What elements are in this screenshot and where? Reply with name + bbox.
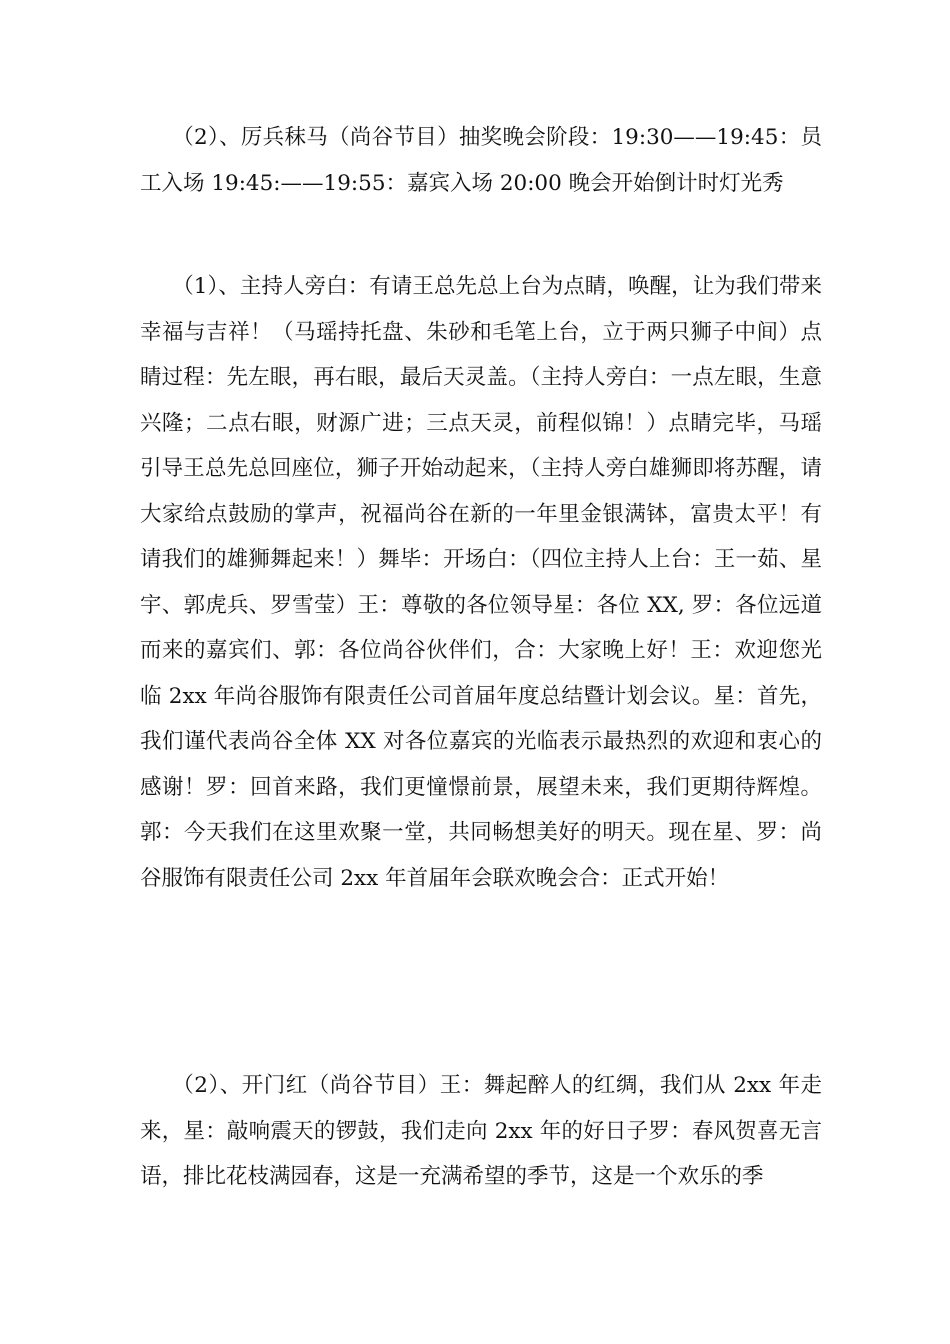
paragraph-host-narration: （1）、主持人旁白：有请王总先总上台为点睛，唤醒，让为我们带来幸福与吉祥！（马瑶持托盘、朱砂和毛笔上台，立于两只狮子中间）点睛过程：先左眼，再右眼，最后天灵盖。（主持人旁白：一点左眼，生意兴隆；二点右眼，财源广进；三点天灵，前程似锦！）点睛完毕，马瑶引导王总先总回座位，狮子开始动起来，（主持人旁白雄狮即将苏醒，请大家给点鼓励的掌声，祝福尚谷在新的一年里金银满钵，富贵太平！有请我们的雄狮舞起来！）舞毕：开场白：（四位主持人上台：王一茹、星宇、郭虎兵、罗雪莹）王：尊敬的各位领导星：各位 XX, 罗：各位远道而来的嘉宾们、郭：各位尚谷伙伴们，合：大家晚上好！王：欢迎您光临 2xx 年尚谷服饰有限责任公司首届年度总结暨计划会议。星：首先，我们谨代表尚谷全体 XX 对各位嘉宾的光临表示最热烈的欢迎和衷心的感谢！罗：回首来路，我们更憧憬前景，展望未来，我们更期待辉煌。郭：今天我们在这里欢聚一堂，共同畅想美好的明天。现在星、罗：尚谷服饰有限责任公司 2xx 年首届年会联欢晚会合：正式开始！ xyxy=(140,274,822,891)
paragraph-opening-program: （2）、开门红（尚谷节目）王：舞起醉人的红绸，我们从 2xx 年走来，星：敲响震天的锣鼓，我们走向 2xx 年的好日子罗：春风贺喜无言语，排比花枝满园春，这是一充满希望的季节，这是一个欢乐的季 xyxy=(140,1073,822,1189)
paragraph-lottery-stage: （2）、厉兵秣马（尚谷节目）抽奖晚会阶段：19:30——19:45：员工入场 19:45:——19:55：嘉宾入场 20:00 晚会开始倒计时灯光秀 xyxy=(140,125,822,196)
